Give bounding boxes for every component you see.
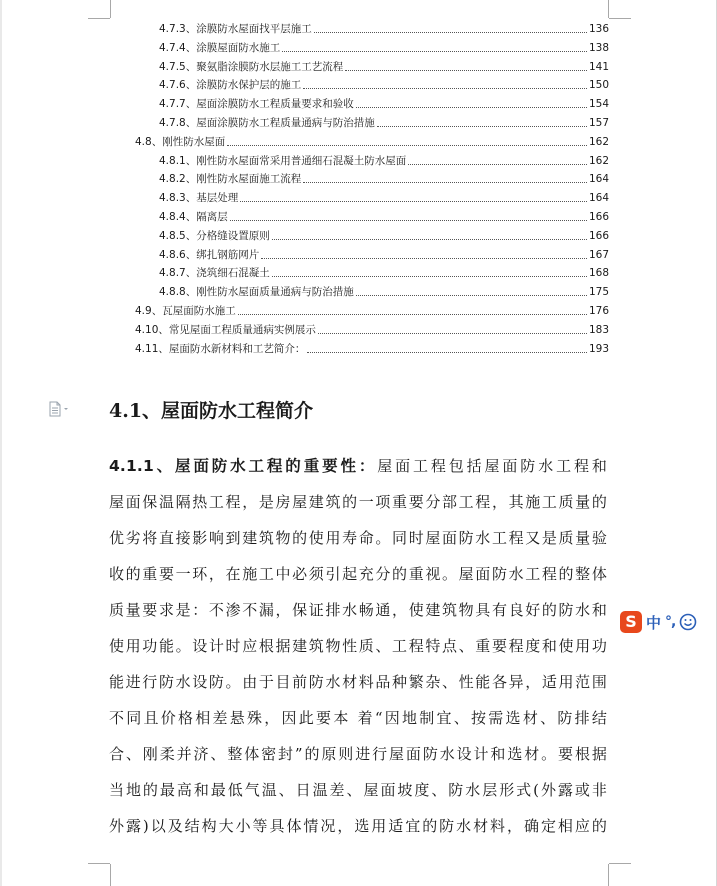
toc-entry[interactable] xyxy=(159,262,609,280)
crop-mark-bottom-left-h xyxy=(88,863,110,864)
toc-leader-dots xyxy=(314,31,587,33)
toc-entry[interactable] xyxy=(159,56,609,74)
toc-entry-title: 4.8.5、分格缝设置原则 xyxy=(159,229,270,242)
sogou-logo-icon[interactable]: S xyxy=(620,611,642,633)
body-line: 使用功能。设计时应根据建筑物性质、工程特点、重要程度和使用功 xyxy=(109,637,607,655)
toc-entry[interactable] xyxy=(159,112,609,130)
crop-mark-top-left-v xyxy=(110,0,111,18)
toc-leader-dots xyxy=(240,200,587,202)
crop-mark-bottom-right-v xyxy=(608,864,609,886)
toc-entry-title: 4.11、屋面防水新材料和工艺简介： xyxy=(135,342,306,355)
toc-leader-dots xyxy=(408,163,587,165)
toc-entry-title: 4.8.8、刚性防水屋面质量通病与防治措施 xyxy=(159,286,354,299)
toc-entry-title: 4.7.8、屋面涂膜防水工程质量通病与防治措施 xyxy=(159,117,375,129)
crop-mark-top-right-h xyxy=(609,18,631,19)
toc-leader-dots xyxy=(227,144,587,146)
toc-entry-page: 157 xyxy=(589,117,610,129)
toc-entry-title: 4.8、刚性防水屋面 xyxy=(135,135,226,148)
ime-punctuation-toggle[interactable]: °, xyxy=(665,614,676,630)
body-line xyxy=(109,448,607,484)
toc-entry-title: 4.8.4、隔离层 xyxy=(159,211,228,223)
toc-entry[interactable] xyxy=(159,225,609,243)
toc-leader-dots xyxy=(282,50,587,52)
toc-entry-title: 4.9、瓦屋面防水施工 xyxy=(135,305,236,317)
toc-entry[interactable] xyxy=(159,93,609,111)
toc-entry-page: 166 xyxy=(589,229,610,242)
toc-entry-page: 168 xyxy=(589,267,610,280)
heading-4-1: 4.1、屋面防水工程简介 xyxy=(109,400,314,422)
toc-entry-page: 164 xyxy=(589,192,610,205)
toc-leader-dots xyxy=(356,294,587,296)
toc-entry-page: 166 xyxy=(589,211,610,223)
body-line: 优劣将直接影响到建筑物的使用寿命。同时屋面防水工程又是质量验 xyxy=(109,529,607,547)
toc-entry-page: 162 xyxy=(589,135,610,148)
toc-entry[interactable] xyxy=(135,300,609,318)
toc-entry-page: 141 xyxy=(589,60,610,73)
toc-entry[interactable] xyxy=(135,131,609,149)
toc-entry-page: 183 xyxy=(589,323,610,336)
toc-entry-title: 4.7.5、聚氨脂涂膜防水层施工工艺流程 xyxy=(159,60,344,73)
toc-entry-page: 154 xyxy=(589,98,610,111)
toc-entry[interactable] xyxy=(159,18,609,36)
toc-leader-dots xyxy=(345,69,587,71)
toc-entry-title: 4.7.4、涂膜屋面防水施工 xyxy=(159,41,281,54)
toc-entry-title: 4.10、常见屋面工程质量通病实例展示 xyxy=(135,323,316,336)
body-line: 当地的最高和最低气温、日温差、屋面坡度、防水层形式(外露或非 xyxy=(109,781,607,799)
toc-entry-page: 150 xyxy=(589,79,610,92)
toc-entry[interactable] xyxy=(135,319,609,337)
toc-entry-title: 4.8.2、刚性防水屋面施工流程 xyxy=(159,173,302,186)
toc-entry[interactable] xyxy=(135,338,609,356)
toc-entry[interactable] xyxy=(159,74,609,92)
crop-mark-top-left-h xyxy=(88,18,110,19)
toc-leader-dots xyxy=(377,125,587,127)
toc-entry-page: 176 xyxy=(589,305,610,317)
toc-entry-page: 138 xyxy=(589,41,610,54)
toc-entry-title: 4.7.3、涂膜防水屋面找平层施工 xyxy=(159,23,312,35)
toc-entry-page: 175 xyxy=(589,286,610,299)
body-line: 外露)以及结构大小等具体情况，选用适宜的防水材料，确定相应的 xyxy=(109,817,607,835)
toc-entry[interactable] xyxy=(159,168,609,186)
toc-leader-dots xyxy=(230,219,587,221)
toc-entry-title: 4.8.3、基层处理 xyxy=(159,192,239,205)
body-line: 收的重要一环，在施工中必须引起充分的重视。屋面防水工程的整体 xyxy=(109,565,607,583)
toc-entry[interactable] xyxy=(159,206,609,224)
document-icon[interactable] xyxy=(48,401,70,417)
toc-leader-dots xyxy=(261,257,587,259)
toc-leader-dots xyxy=(303,181,587,183)
toc-entry-page: 167 xyxy=(589,248,610,261)
toc-entry[interactable] xyxy=(159,37,609,55)
body-line: 不同且价格相差悬殊，因此要本 着“因地制宜、按需选材、防排结 xyxy=(109,709,607,727)
ime-toolbar[interactable] xyxy=(617,608,700,636)
smiley-icon[interactable] xyxy=(679,613,697,631)
toc-entry-page: 193 xyxy=(589,342,610,355)
toc-entry-title: 4.7.6、涂膜防水保护层的施工 xyxy=(159,79,302,92)
body-line: 合、刚柔并济、整体密封”的原则进行屋面防水设计和选材。要根据 xyxy=(109,745,607,763)
ime-language-toggle[interactable]: 中 xyxy=(646,613,662,632)
page-left-edge xyxy=(0,0,2,886)
toc-leader-dots xyxy=(303,87,587,89)
body-line: 屋面保温隔热工程，是房屋建筑的一项重要分部工程，其施工质量的 xyxy=(109,493,607,511)
crop-mark-bottom-left-v xyxy=(110,864,111,886)
toc-entry-page: 162 xyxy=(589,154,610,167)
toc-entry[interactable] xyxy=(159,150,609,168)
toc-leader-dots xyxy=(318,332,587,334)
toc-leader-dots xyxy=(272,275,587,277)
body-line: 质量要求是：不渗不漏，保证排水畅通，使建筑物具有良好的防水和 xyxy=(109,601,607,619)
toc-leader-dots xyxy=(307,351,587,353)
toc-entry-page: 164 xyxy=(589,173,610,186)
toc-entry-title: 4.8.7、浇筑细石混凝土 xyxy=(159,267,270,280)
toc-leader-dots xyxy=(238,313,587,315)
toc-entry[interactable] xyxy=(159,244,609,262)
toc-entry-page: 136 xyxy=(589,23,610,35)
crop-mark-top-right-v xyxy=(608,0,609,18)
body-line: 能进行防水设防。由于目前防水材料品种繁杂、性能各异，适用范围 xyxy=(109,673,607,691)
crop-mark-bottom-right-h xyxy=(609,863,631,864)
toc-leader-dots xyxy=(356,106,587,108)
toc-leader-dots xyxy=(272,238,587,240)
body-line-text: 屋面工程包括屋面防水工程和 xyxy=(377,457,607,475)
toc-entry-title: 4.7.7、屋面涂膜防水工程质量要求和验收 xyxy=(159,98,354,111)
toc-entry[interactable] xyxy=(159,187,609,205)
toc-entry-title: 4.8.1、刚性防水屋面常采用普通细石混凝土防水屋面 xyxy=(159,154,407,167)
toc-entry-title: 4.8.6、绑扎钢筋网片 xyxy=(159,248,260,261)
toc-entry[interactable] xyxy=(159,281,609,299)
section-title: 4.1.1、屋面防水工程的重要性： xyxy=(109,457,378,475)
